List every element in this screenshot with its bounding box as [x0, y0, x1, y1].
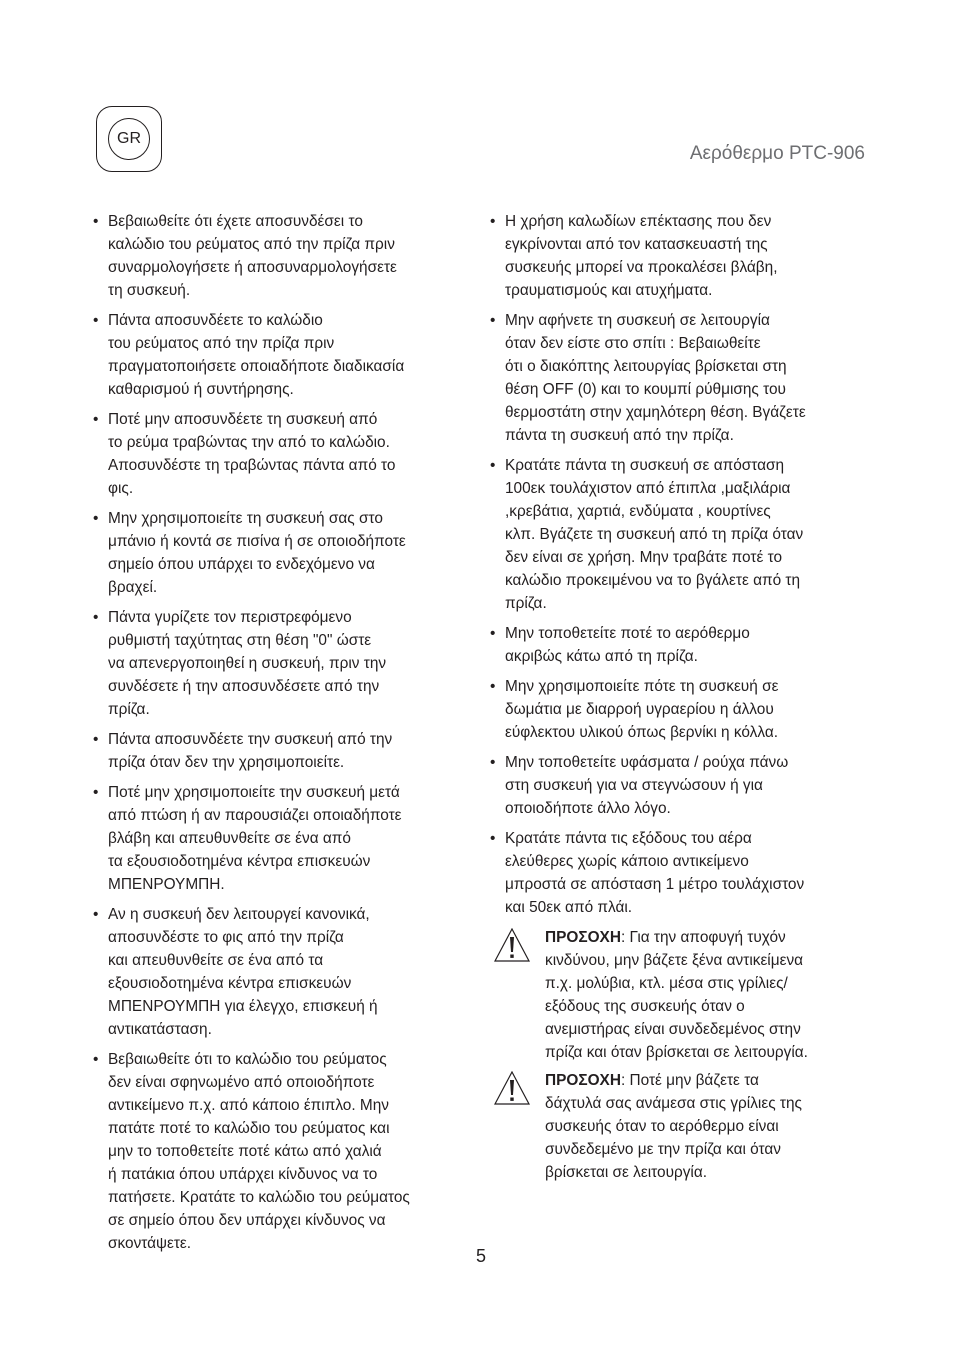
language-badge-label: GR [108, 118, 150, 160]
warning-icon [494, 1071, 530, 1105]
list-item: • Κρατάτε πάντα τη συσκευή σε απόσταση 100εκ τουλάχιστον από έπιπλα ,μαξιλάρια ,κρεβάτια, χαρτιά, ενδύματα , κουρτίνες κλπ. Βγάζετε τη συσκευή από τη πρίζα όταν δεν είναι σε χρήση. Μην τραβάτε ποτέ το καλώδιο προκειμένου να το βγάλετε από τη πρίζα. [490, 454, 875, 615]
list-item: • Κρατάτε πάντα τις εξόδους του αέρα ελεύθερες χωρίς κάποιο αντικείμενο μπροστά σε απόσταση 1 μέτρο τουλάχιστον και 50εκ από πλάι. [490, 827, 875, 919]
list-item: • Μην τοποθετείτε ποτέ το αερόθερμο ακριβώς κάτω από τη πρίζα. [490, 622, 875, 668]
list-item: • Πάντα αποσυνδέετε την συσκευή από την πρίζα όταν δεν την χρησιμοποιείτε. [93, 728, 473, 774]
list-item: • Πάντα γυρίζετε τον περιστρεφόμενο ρυθμιστή ταχύτητας στη θέση "0" ώστε να απενεργοποιηθεί η συσκευή, πριν την συνδέσετε ή την αποσυνδέσετε από την πρίζα. [93, 606, 473, 721]
list-item: • Βεβαιωθείτε ότι το καλώδιο του ρεύματος δεν είναι σφηνωμένο από οποιοδήποτε αντικείμενο π.χ. από κάποιο έπιπλο. Μην πατάτε ποτέ το καλώδιο του ρεύματος και μην το τοποθετείτε ποτέ κάτω από χαλιά ή πατάκια όπου υπάρχει κίνδυνος να το πατήσετε. Κρατάτε το καλώδιο του ρεύματος σε σημείο όπου δεν υπάρχει κίνδυνος να σκοντάψετε. [93, 1048, 473, 1255]
list-item: • Η χρήση καλωδίων επέκτασης που δεν εγκρίνονται από τον κατασκευαστή της συσκευής μπορεί να προκαλέσει βλάβη, τραυματισμούς και ατυχήματα. [490, 210, 875, 302]
warning-label: ΠΡΟΣΟΧΗ [545, 1072, 621, 1089]
warning-block [490, 1069, 875, 1184]
warning-block [490, 926, 875, 1064]
list-item: • Ποτέ μην χρησιμοποιείτε την συσκευή μετά από πτώση ή αν παρουσιάζει οποιαδήποτε βλάβη και απευθυνθείτε σε ένα από τα εξουσιοδοτημένα κέντρα επισκευών ΜΠΕΝΡΟΥΜΠΗ. [93, 781, 473, 896]
list-item: • Μην αφήνετε τη συσκευή σε λειτουργία όταν δεν είστε στο σπίτι : Βεβαιωθείτε ότι ο διακόπτης λειτουργίας βρίσκεται στη θέση OFF (0) και το κουμπί ρύθμισης του θερμοστάτη στην χαμηλότερη θέση. Βγάζετε πάντα τη συσκευή από την πρίζα. [490, 309, 875, 447]
list-item: • Πάντα αποσυνδέετε το καλώδιο του ρεύματος από την πρίζα πριν πραγματοποιήσετε οποιαδήποτε διαδικασία καθαρισμού ή συντήρησης. [93, 309, 473, 401]
warning-body: : Ποτέ μην βάζετε τα δάχτυλά σας ανάμεσα στις γρίλιες της συσκευής όταν το αερόθερμο είναι συνδεδεμένο με την πρίζα και όταν βρίσκεται σε λειτουργία. [545, 1072, 802, 1181]
list-item: • Ποτέ μην αποσυνδέετε τη συσκευή από το ρεύμα τραβώντας την από το καλώδιο. Αποσυνδέστε τη τραβώντας πάντα από το φις. [93, 408, 473, 500]
list-item: • Μην χρησιμοποιείτε πότε τη συσκευή σε δωμάτια με διαρροή υγραερίου η άλλου εύφλεκτου υλικού όπως βερνίκι η κόλλα. [490, 675, 875, 744]
list-item: • Αν η συσκευή δεν λειτουργεί κανονικά, αποσυνδέστε το φις από την πρίζα και απευθυνθείτε σε ένα από τα εξουσιοδοτημένα κέντρα επισκευών ΜΠΕΝΡΟΥΜΠΗ για έλεγχο, επισκευή ή αντικατάσταση. [93, 903, 473, 1041]
left-safety-list [93, 210, 473, 1255]
warning-icon [494, 928, 530, 962]
warning-text [545, 926, 875, 1064]
warning-label: ΠΡΟΣΟΧΗ [545, 929, 621, 946]
right-safety-list [490, 210, 875, 919]
language-badge [96, 106, 162, 172]
warning-body: : Για την αποφυγή τυχόν κινδύνου, μην βάζετε ξένα αντικείμενα π.χ. μολύβια, κτλ. μέσα στις γρίλιες/ εξόδους της συσκευής όταν ο ανεμιστήρας είναι συνδεδεμένος στην πρίζα και όταν βρίσκεται σε λειτουργία. [545, 929, 808, 1061]
left-column [93, 210, 473, 1262]
list-item: • Μην χρησιμοποιείτε τη συσκευή σας στο μπάνιο ή κοντά σε πισίνα ή σε οποιοδήποτε σημείο όπου υπάρχει το ενδεχόμενο να βραχεί. [93, 507, 473, 599]
right-column [490, 210, 875, 1189]
page-number: 5 [476, 1246, 487, 1266]
list-item: • Μην τοποθετείτε υφάσματα / ρούχα πάνω στη συσκευή για να στεγνώσουν ή για οποιοδήποτε άλλο λόγο. [490, 751, 875, 820]
product-title: Αερόθερμο PTC-906 [689, 143, 865, 164]
warning-text [545, 1069, 875, 1184]
list-item: • Βεβαιωθείτε ότι έχετε αποσυνδέσει το καλώδιο του ρεύματος από την πρίζα πριν συναρμολογήσετε ή αποσυναρμολογήσετε τη συσκευή. [93, 210, 473, 302]
